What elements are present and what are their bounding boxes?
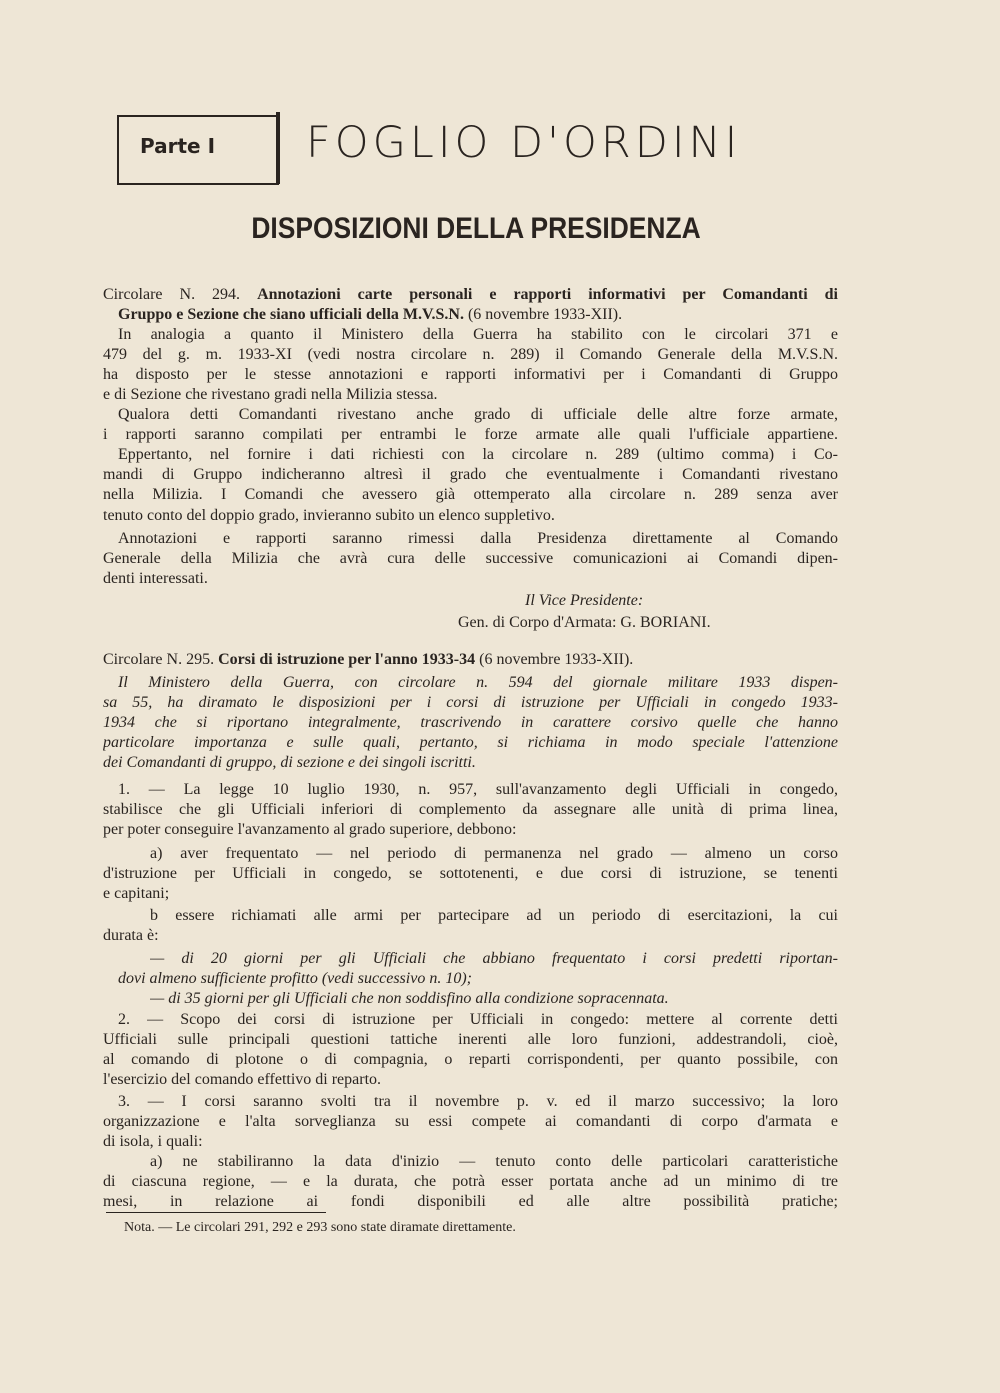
circular-date: (6 novembre 1933-XII). [479,651,634,668]
signature-title: Il Vice Presidente: [525,592,644,609]
text-line: 1934 che si riportano integralmente, trascrivendo in carattere corsivo quelle che hanno [103,714,838,731]
text-line: d'istruzione per Ufficiali in congedo, se sottotenenti, e due corsi di istruzione, se tenenti [103,865,838,882]
footnote-rule [106,1212,326,1213]
text-line: 1. — La legge 10 luglio 1930, n. 957, sull'avanzamento degli Ufficiali in congedo, [118,781,838,798]
text-line: Qualora detti Comandanti rivestano anche grado di ufficiale delle altre forze armate, [118,406,838,423]
text-line: mesi, in relazione ai fondi disponibili ed alle altre possibilità pratiche; [103,1193,838,1210]
text-line: al comando di plotone o di compagnia, o reparti corrispondenti, per quanto possibile, con [103,1051,838,1068]
text-line: Generale della Milizia che avrà cura delle successive comunicazioni ai Comandi dipen- [103,550,838,567]
text-line: durata è: [103,927,159,944]
c295-heading [103,650,838,670]
text-line: a) aver frequentato — nel periodo di permanenza nel grado — almeno un corso [150,845,838,862]
text-line: 3. — I corsi saranno svolti tra il novembre p. v. ed il marzo successivo; la loro [118,1093,838,1110]
circular-date: (6 novembre 1933-XII). [467,306,623,323]
text-line: In analogia a quanto il Ministero della Guerra ha stabilito con le circolari 371 e [118,326,838,343]
text-line: Il Ministero della Guerra, con circolare n. 594 del giornale militare 1933 dispen- [118,674,838,691]
text-line: particolare importanza e sulle quali, pertanto, si richiama in modo speciale l'attenzione [103,734,838,751]
text-line: Eppertanto, nel fornire i dati richiesti con la circolare n. 289 (ultimo comma) i Co- [118,446,838,463]
text-line: di ciascuna regione, — e la durata, che potrà esser portata anche ad un minimo di tre [103,1173,838,1190]
signature-name: Gen. di Corpo d'Armata: G. BORIANI. [458,614,711,631]
text-line: e di Sezione che rivestano gradi nella Milizia stessa. [103,386,438,403]
text-line: ha disposto per le stesse annotazioni e rapporti informativi per i Comandanti di Gruppo [103,366,838,383]
circular-subject: Annotazioni carte personali e rapporti informativi per Comandanti di [257,286,838,303]
text-line: nella Milizia. I Comandi che avessero già ottemperato alla circolare n. 289 senza aver [103,486,838,503]
text-line: mandi di Gruppo indicheranno altresì il grado che eventualmente i Comandanti rivestano [103,466,838,483]
text-line: denti interessati. [103,570,208,587]
text-line: b essere richiamati alle armi per partecipare ad un periodo di esercitazioni, la cui [150,907,838,924]
divider [276,112,280,184]
text-line: sa 55, ha diramato le disposizioni per i corsi di istruzione per Ufficiali in congedo 1933- [103,694,838,711]
circular-subject-2: Gruppo e Sezione che siano ufficiali della M.V.S.N. [118,306,464,323]
circular-number: Circolare N. 295. [103,651,215,668]
text-line: dovi almeno sufficiente profitto (vedi successivo n. 10); [118,970,472,987]
text-line: 2. — Scopo dei corsi di istruzione per Ufficiali in congedo: mettere al corrente detti [118,1011,838,1028]
text-line: — di 35 giorni per gli Ufficiali che non soddisfino alla condizione sopracennata. [150,990,669,1007]
text-line: organizzazione e l'alta sorveglianza su essi compete ai comandanti di corpo d'armata e [103,1113,838,1130]
text-line: i rapporti saranno compilati per entrambi le forze armate alle quali l'ufficiale appartiene. [103,426,838,443]
text-line: dei Comandanti di gruppo, di sezione e dei singoli iscritti. [103,754,476,771]
c294-heading [103,285,838,305]
page-title: FOGLIO D'ORDINI [306,118,742,168]
text-line: 479 del g. m. 1933-XI (vedi nostra circolare n. 289) il Comando Generale della M.V.S.N. [103,346,838,363]
circular-number: Circolare N. 294. [103,286,241,303]
circular-subject: Corsi di istruzione per l'anno 1933-34 [218,651,476,668]
text-line: a) ne stabiliranno la data d'inizio — tenuto conto delle particolari caratteristiche [150,1153,838,1170]
footnote: Nota. — Le circolari 291, 292 e 293 sono state diramate direttamente. [124,1220,516,1235]
text-line: Annotazioni e rapporti saranno rimessi dalla Presidenza direttamente al Comando [118,530,838,547]
text-line: Ufficiali sulle principali questioni tattiche inerenti alle loro funzioni, addestrandoli, cioè, [103,1031,838,1048]
part-label: Parte I [140,134,216,158]
section-title: DISPOSIZIONI DELLA PRESIDENZA [251,212,701,245]
text-line: stabilisce che gli Ufficiali inferiori di complemento da assegnare alle unità di prima linea, [103,801,838,818]
text-line: per poter conseguire l'avanzamento al grado superiore, debbono: [103,821,517,838]
text-line: l'esercizio del comando effettivo di reparto. [103,1071,382,1088]
c294-heading-2 [118,305,838,325]
text-line: di isola, i quali: [103,1133,203,1150]
text-line: e capitani; [103,885,170,902]
text-line: tenuto conto del doppio grado, invieranno subito un elenco suppletivo. [103,507,555,524]
text-line: — di 20 giorni per gli Ufficiali che abbiano frequentato i corsi predetti riportan- [150,950,838,967]
